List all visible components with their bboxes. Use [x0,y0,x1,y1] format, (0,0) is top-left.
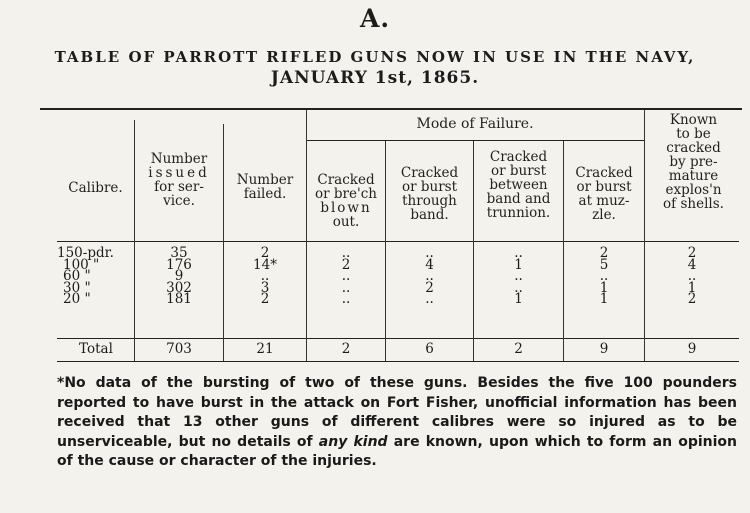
total-mode3: 2 [514,341,523,357]
table-cell: 1 [687,279,697,296]
total-issued: 703 [166,341,192,357]
table-bottom-rule [57,361,739,362]
footnote [57,374,737,472]
table-cell: 9 [174,268,184,285]
table-cell: 2 [341,256,351,273]
mode3-column [474,245,563,308]
table-cell: 181 [166,291,192,308]
header-at-muzzle: Cracked or burst at muz- zle. [575,165,633,223]
table-cell: 14* [253,256,277,273]
table-cell: 2 [687,291,697,308]
table-cell: 176 [166,256,192,273]
issued-column [136,245,222,308]
mode-of-failure-header: Mode of Failure. [416,116,534,132]
header-known-cracked: Known to be cracked by pre- mature explos'n of shells. [663,112,724,212]
table-cell: 3 [260,279,270,296]
table-cell: 2 [599,245,609,261]
table-cell: .. [341,291,351,308]
mode-group-rule [306,140,644,141]
footnote-emphasis: any kind [318,433,388,450]
appendix-heading: A. [359,4,391,33]
table-title-line-1: TABLE OF PARROTT RIFLED GUNS NOW IN USE IN THE NAVY, [54,48,696,66]
table-cell: .. [425,291,434,308]
table-cell: 100 " [63,256,100,273]
column-divider [306,110,307,361]
total-failed: 21 [256,341,274,357]
table-cell: .. [341,245,351,261]
table-cell: 4 [687,256,697,273]
table-cell: 1 [599,279,609,296]
mode1-column [307,245,385,308]
table-cell: 35 [170,245,188,261]
table-cell: 60 " [63,268,91,285]
table-cell: 2 [425,279,434,296]
table-cell: .. [260,268,270,285]
mode4-column [564,245,644,308]
total-rule [57,338,739,339]
total-mode4: 9 [599,341,609,357]
total-mode2: 6 [425,341,434,357]
table-cell: 2 [260,291,270,308]
header-through-band: Cracked or burst through band. [400,165,459,223]
table-cell: 2 [260,245,270,261]
table-cell: 1 [514,291,523,308]
table-title-line-2: JANUARY 1st, 1865. [270,68,480,88]
table-cell: .. [341,279,351,296]
table-cell: 2 [687,245,697,261]
table-cell: 1 [514,256,523,273]
header-number-failed: Number failed. [236,172,294,202]
header-between-band-trunnion: Cracked or burst between band and trunnion. [486,149,551,221]
table-cell: .. [599,268,609,285]
table-cell: 20 " [63,291,91,308]
mode2-column [386,245,473,308]
table-cell: .. [687,268,697,285]
table-cell: 150-pdr. [57,245,114,261]
header-calibre: Calibre. [68,180,123,196]
table-cell: .. [514,245,523,261]
table-cell: 5 [599,256,609,273]
table-cell: .. [425,268,434,285]
footnote-text-end: are known, upon which to form an opinion of the cause or character of the injuries. [57,433,737,470]
total-label: Total [79,341,113,357]
total-mode1: 2 [341,341,351,357]
table-cell: .. [425,245,434,261]
header-breech-blown-out: Cracked or bre'ch blown out. [315,172,377,230]
header-number-issued: Number issued for ser- vice. [148,151,210,209]
column-divider [134,120,135,361]
table-cell: 302 [166,279,192,296]
table-cell: .. [514,279,523,296]
table-cell: 4 [425,256,434,273]
table-cell: .. [341,268,351,285]
failed-column [224,245,306,308]
known-column [645,245,739,308]
calibre-column [57,245,135,308]
table-top-rule [40,108,742,110]
total-known: 9 [687,341,697,357]
table-cell: .. [514,268,523,285]
table-cell: 1 [599,291,609,308]
table-cell: 30 " [63,279,91,296]
footnote-text: *No data of the bursting of two of these guns. Besides the five 100 pounders reported to have burst in the attack on Fort Fisher, unofficial information has been received that 13 other guns of different calibres were so injured as to be unserviceable, but no details of [57,375,737,450]
column-divider [223,124,224,361]
header-bottom-rule [57,241,739,242]
